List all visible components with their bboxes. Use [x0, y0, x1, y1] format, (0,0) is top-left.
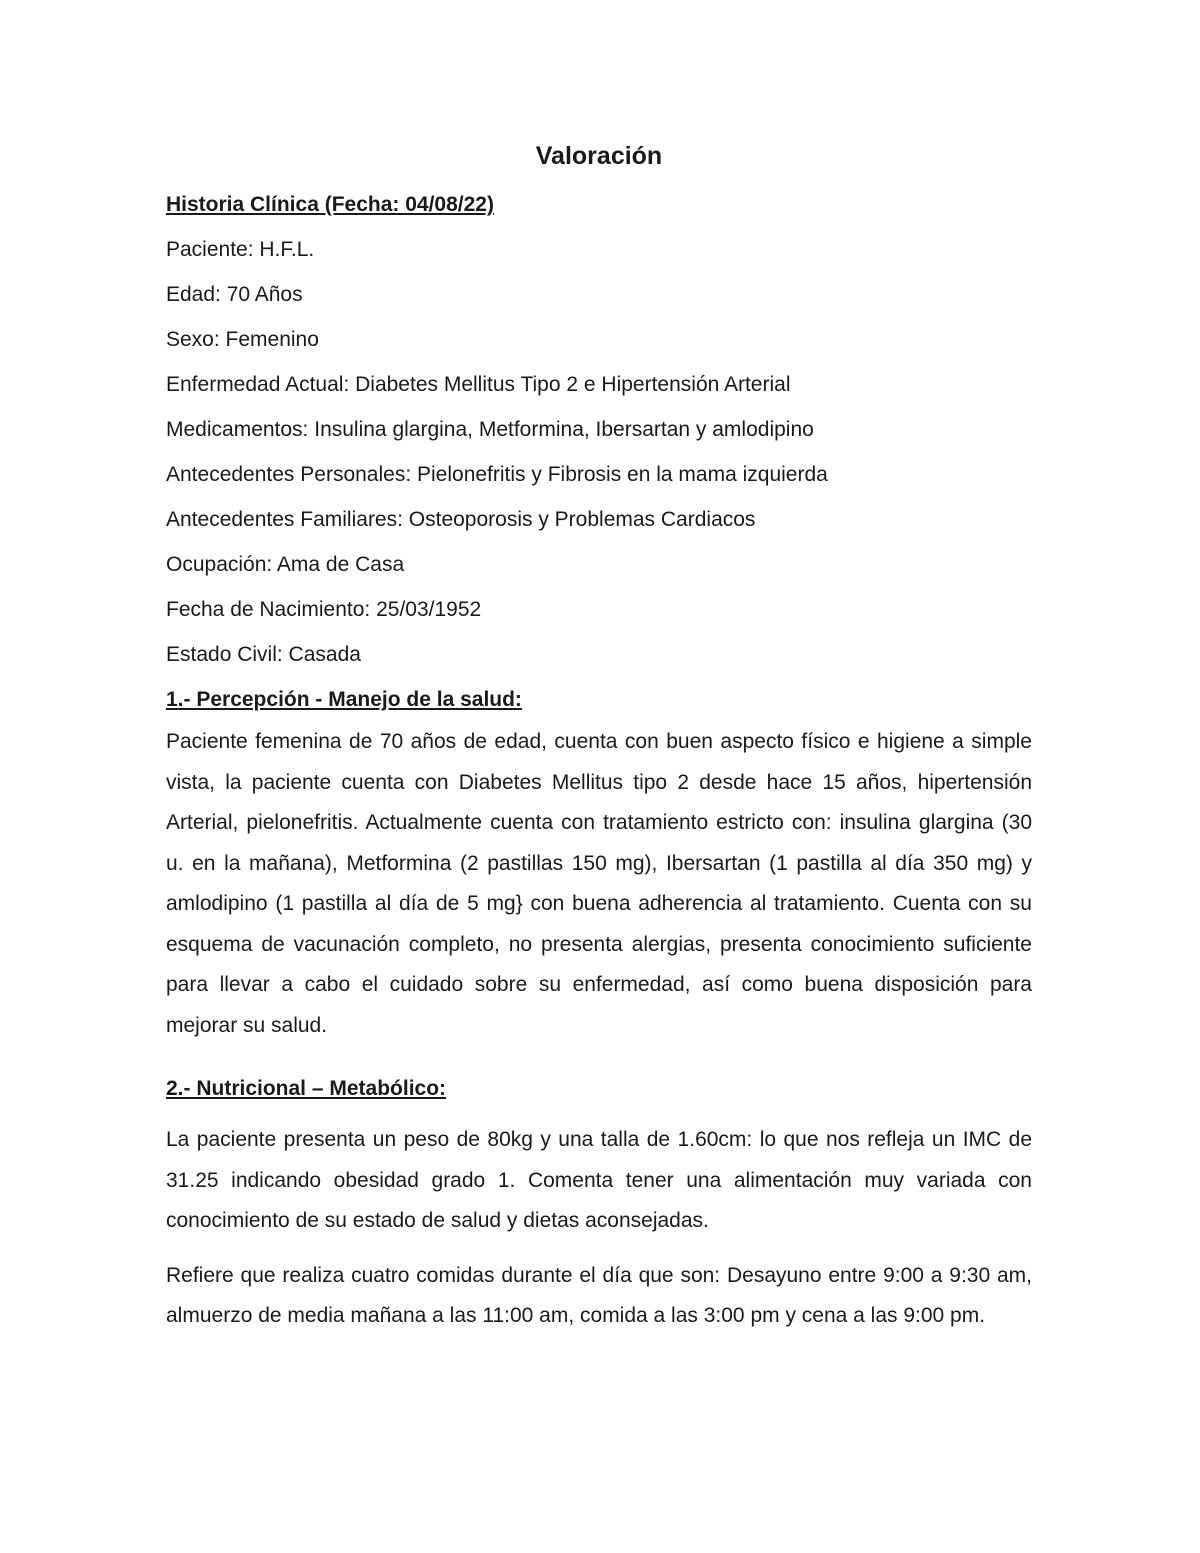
- document-title: Valoración: [535, 142, 663, 170]
- field-marital-status: Estado Civil: Casada: [166, 643, 361, 666]
- field-medications: Medicamentos: Insulina glargina, Metformina, Ibersartan y amlodipino: [166, 418, 814, 441]
- section-2-paragraph-2: Refiere que realiza cuatro comidas durante el día que son: Desayuno entre 9:00 a 9:30 am, almuerzo de media mañana a las 11:00 am, comida a las 3:00 pm y cena a las 9:00 pm.: [166, 1263, 1032, 1327]
- section-1-paragraph: Paciente femenina de 70 años de edad, cuenta con buen aspecto físico e higiene a simple vista, la paciente cuenta con Diabetes Mellitus tipo 2 desde hace 15 años, hipertensión Arterial, pielonefritis. Actualmente cuenta con tratamiento estricto con: insulina glargina (30 u. en la mañana), Metformina (2 pastillas 150 mg), Ibersartan (1 pastilla al día 350 mg) y amlodipino (1 pastilla al día de 5 mg} con buena adherencia al tratamiento. Cuenta con su esquema de vacunación completo, no presenta alergias, presenta conocimiento suficiente para llevar a cabo el cuidado sobre su enfermedad, así como buena disposición para mejorar su salud.: [166, 730, 1032, 1037]
- document-page: [166, 136, 1032, 1337]
- section-1-heading: 1.- Percepción - Manejo de la salud:: [166, 688, 522, 711]
- field-personal-history: Antecedentes Personales: Pielonefritis y Fibrosis en la mama izquierda: [166, 463, 828, 486]
- section-2-heading: 2.- Nutricional – Metabólico:: [166, 1077, 447, 1100]
- field-sex: Sexo: Femenino: [166, 328, 319, 351]
- field-occupation: Ocupación: Ama de Casa: [166, 553, 405, 576]
- field-patient: Paciente: H.F.L.: [166, 238, 315, 261]
- field-birth-date: Fecha de Nacimiento: 25/03/1952: [166, 598, 482, 621]
- field-current-disease: Enfermedad Actual: Diabetes Mellitus Tipo 2 e Hipertensión Arterial: [166, 373, 791, 396]
- history-heading: Historia Clínica (Fecha: 04/08/22): [166, 193, 494, 216]
- field-age: Edad: 70 Años: [166, 283, 303, 306]
- field-family-history: Antecedentes Familiares: Osteoporosis y Problemas Cardiacos: [166, 508, 756, 531]
- section-2-paragraph-1: La paciente presenta un peso de 80kg y una talla de 1.60cm: lo que nos refleja un IMC de 31.25 indicando obesidad grado 1. Comenta tener una alimentación muy variada con conocimiento de su estado de salud y dietas aconsejadas.: [166, 1128, 1032, 1232]
